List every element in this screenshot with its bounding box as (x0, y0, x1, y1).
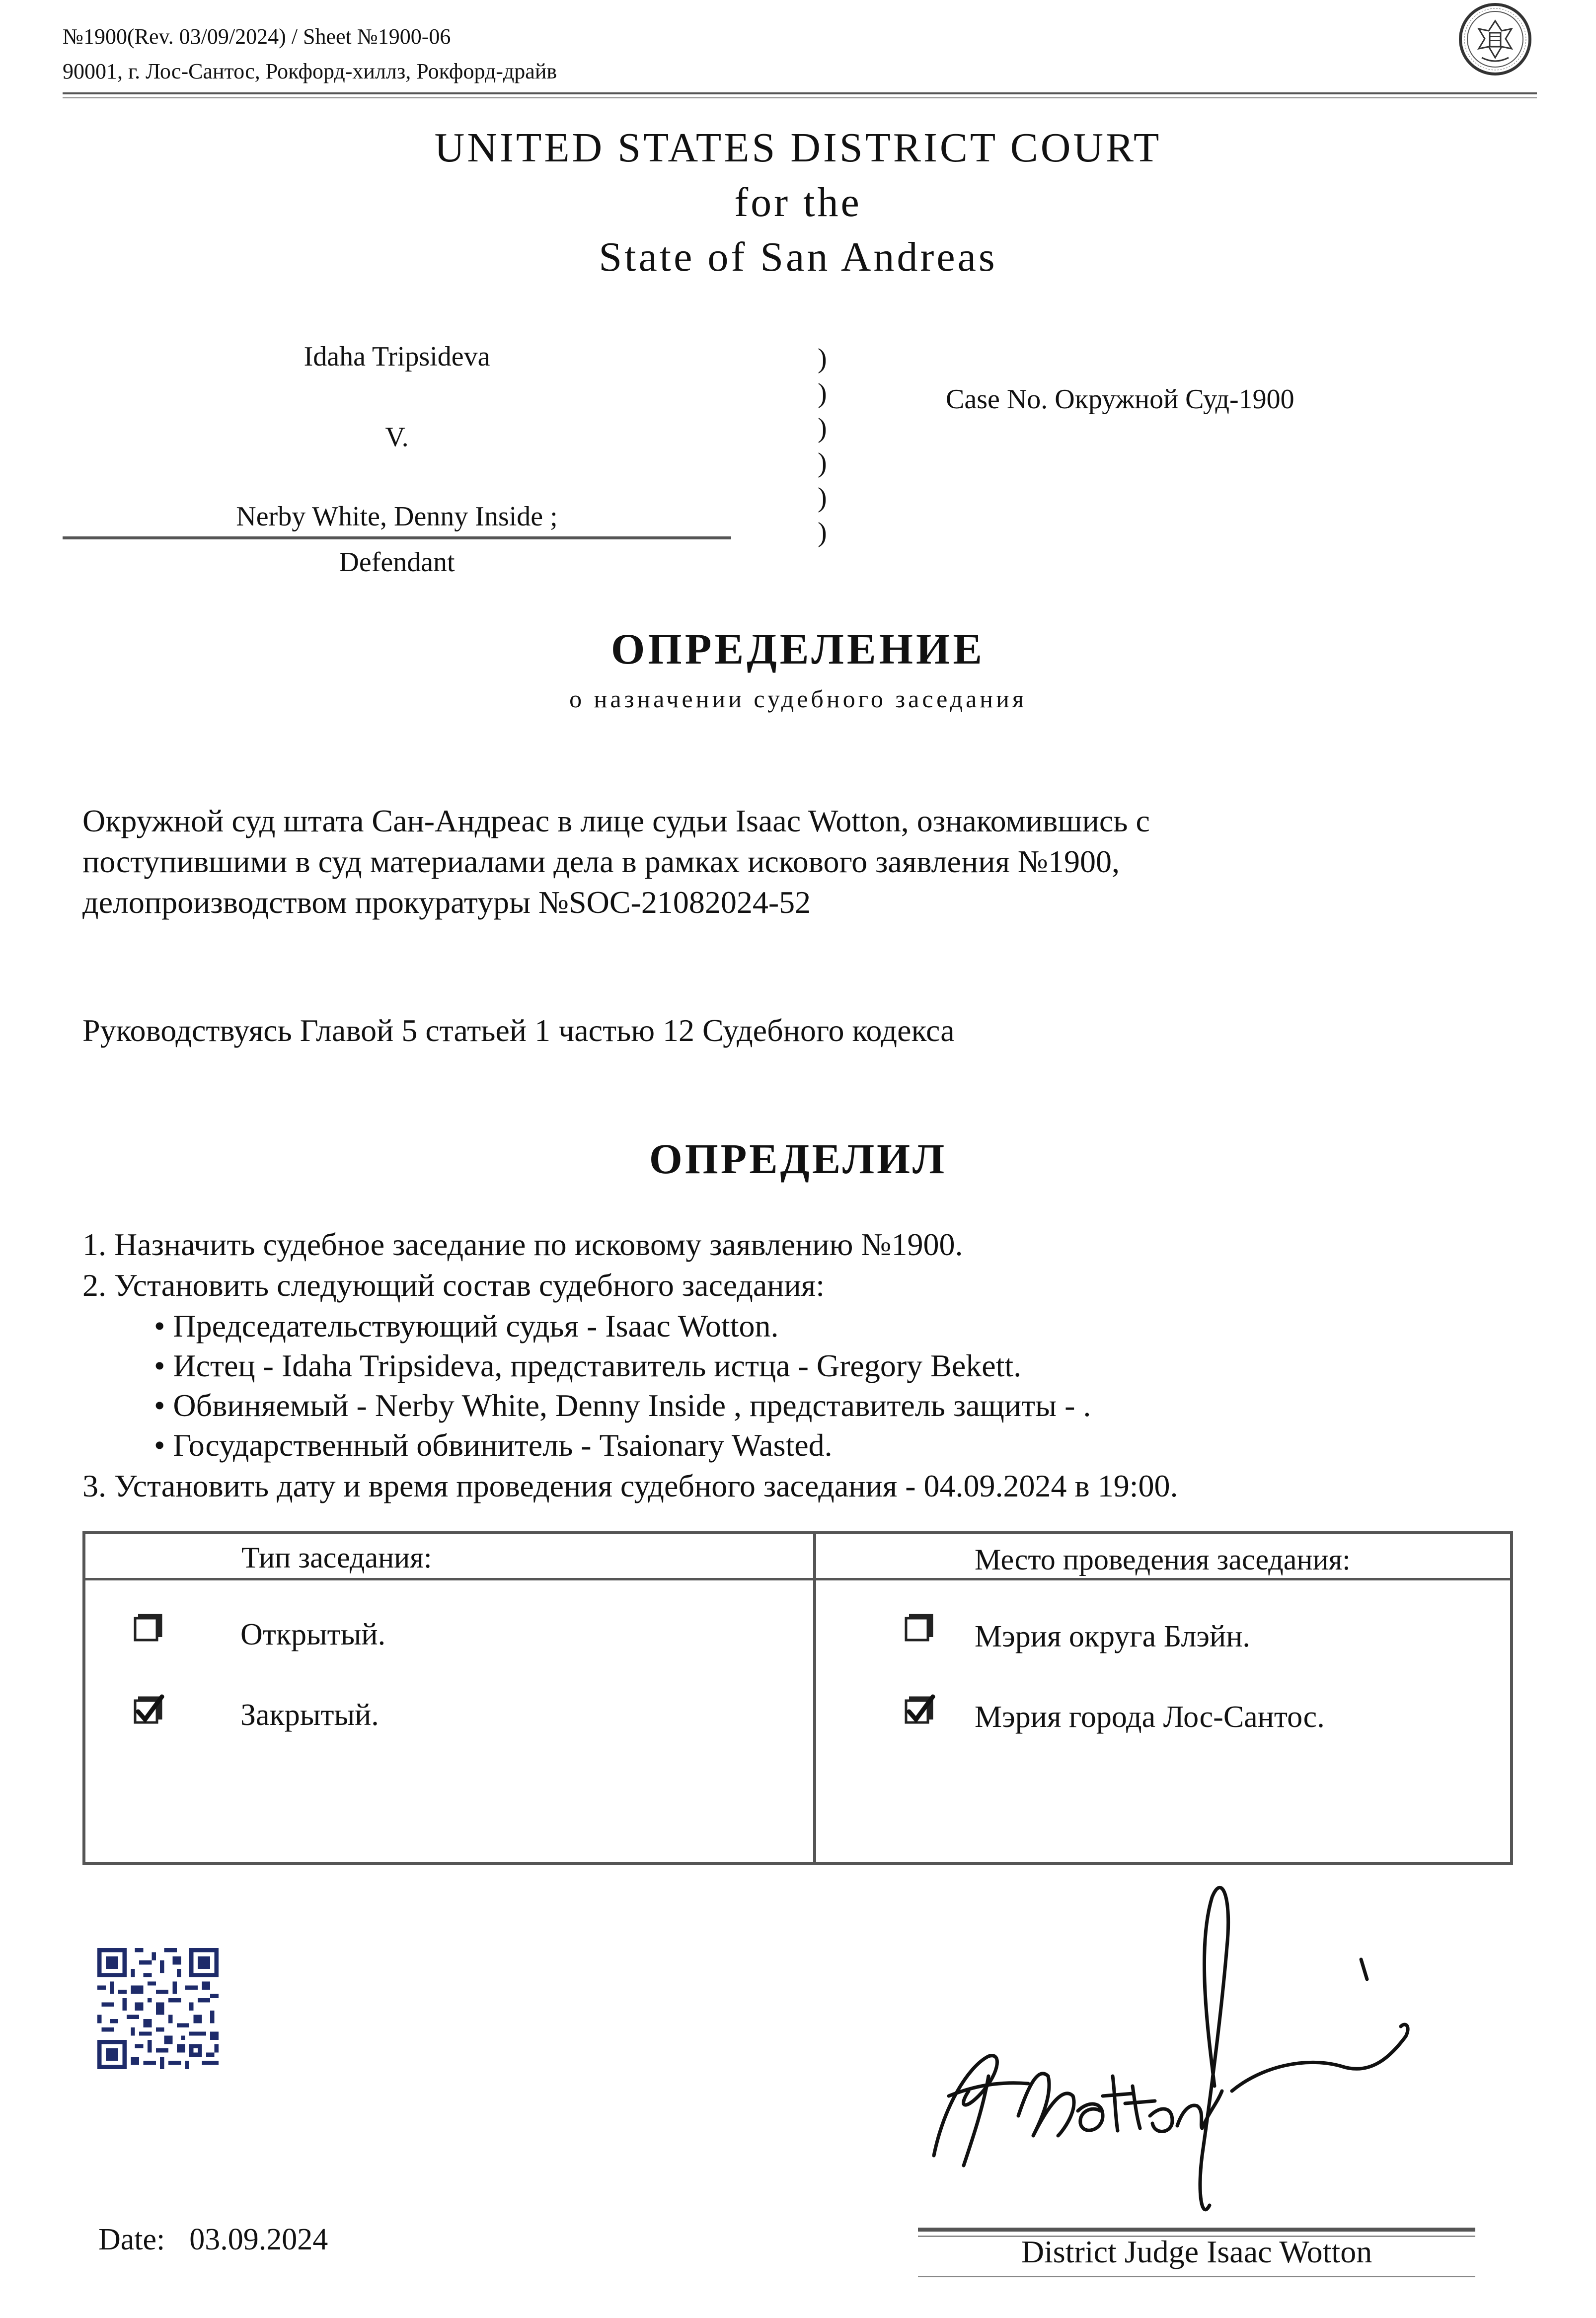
decision-item: 2. Установить следующий состав судебного заседания: (82, 1268, 825, 1303)
place-blaine: Мэрия округа Блэйн. (975, 1620, 1250, 1653)
caption-paren: ) (818, 517, 827, 548)
composition-item: • Истец - Idaha Tripsideva, представитель истца - Gregory Bekett. (154, 1348, 1022, 1383)
session-type-header: Тип заседания: (241, 1541, 432, 1574)
place-los-santos: Мэрия города Лос-Сантос. (975, 1700, 1325, 1734)
judge-underline (918, 2276, 1475, 2277)
intro-line: Окружной суд штата Сан-Андреас в лице судьи Isaac Wotton, ознакомившись с (82, 803, 1150, 838)
court-state: State of San Andreas (599, 234, 997, 280)
table-column-divider (813, 1531, 816, 1865)
document-title: ОПРЕДЕЛЕНИЕ (610, 625, 986, 673)
caption-paren: ) (818, 482, 827, 513)
form-number: №1900(Rev. 03/09/2024) / Sheet №1900-06 (63, 24, 451, 49)
decision-item: 3. Установить дату и время проведения судебного заседания - 04.09.2024 в 19:00. (82, 1468, 1178, 1503)
qr-code-icon (97, 1948, 219, 2069)
checkbox-checked-icon[interactable] (131, 1694, 166, 1728)
court-seal-icon (1458, 2, 1532, 76)
composition-item: • Государственный обвинитель - Tsaionary Wasted. (154, 1427, 833, 1463)
decision-heading: ОПРЕДЕЛИЛ (649, 1135, 947, 1183)
judge-name: District Judge Isaac Wotton (1021, 2234, 1372, 2269)
legal-basis: Руководствуясь Главой 5 статьей 1 частью 12 Судебного кодекса (82, 1013, 955, 1048)
header-divider (63, 92, 1537, 98)
session-type-open: Открытый. (240, 1618, 386, 1651)
date-label: Date: (98, 2223, 165, 2256)
session-place-header: Место проведения заседания: (975, 1543, 1351, 1576)
caption-paren: ) (818, 343, 827, 374)
document-subtitle: о назначении судебного заседания (569, 685, 1027, 713)
date-value: 03.09.2024 (189, 2223, 328, 2256)
versus-label: V. (385, 422, 409, 452)
caption-divider (63, 536, 731, 539)
caption-paren: ) (818, 378, 827, 409)
defendant-label: Defendant (339, 547, 455, 578)
court-address: 90001, г. Лос-Сантос, Рокфорд-хиллз, Рокфорд-драйв (63, 59, 557, 83)
checkbox-unchecked-icon[interactable] (131, 1611, 166, 1646)
caption-paren: ) (818, 413, 827, 444)
intro-paragraph (82, 801, 1150, 923)
checkbox-checked-icon[interactable] (902, 1694, 937, 1728)
defendant-names: Nerby White, Denny Inside ; (236, 501, 558, 532)
signature-icon (914, 1877, 1510, 2225)
date-row (98, 2224, 328, 2255)
decision-item: 1. Назначить судебное заседание по исковому заявлению №1900. (82, 1227, 963, 1262)
case-number: Case No. Окружной Суд-1900 (946, 384, 1294, 415)
table-header-divider (82, 1578, 1513, 1580)
plaintiff-name: Idaha Tripsideva (304, 341, 490, 372)
composition-item: • Председательствующий судья - Isaac Wotton. (154, 1308, 779, 1344)
intro-line: делопроизводством прокуратуры №SOC-21082024-52 (82, 885, 811, 920)
session-type-closed: Закрытый. (240, 1698, 379, 1732)
court-name: UNITED STATES DISTRICT COURT (434, 125, 1162, 171)
caption-paren: ) (818, 448, 827, 478)
composition-item: • Обвиняемый - Nerby White, Denny Inside , представитель защиты - . (154, 1388, 1091, 1423)
intro-line: поступившими в суд материалами дела в рамках искового заявления №1900, (82, 844, 1120, 879)
checkbox-unchecked-icon[interactable] (902, 1611, 937, 1646)
court-for-the: for the (734, 179, 862, 225)
